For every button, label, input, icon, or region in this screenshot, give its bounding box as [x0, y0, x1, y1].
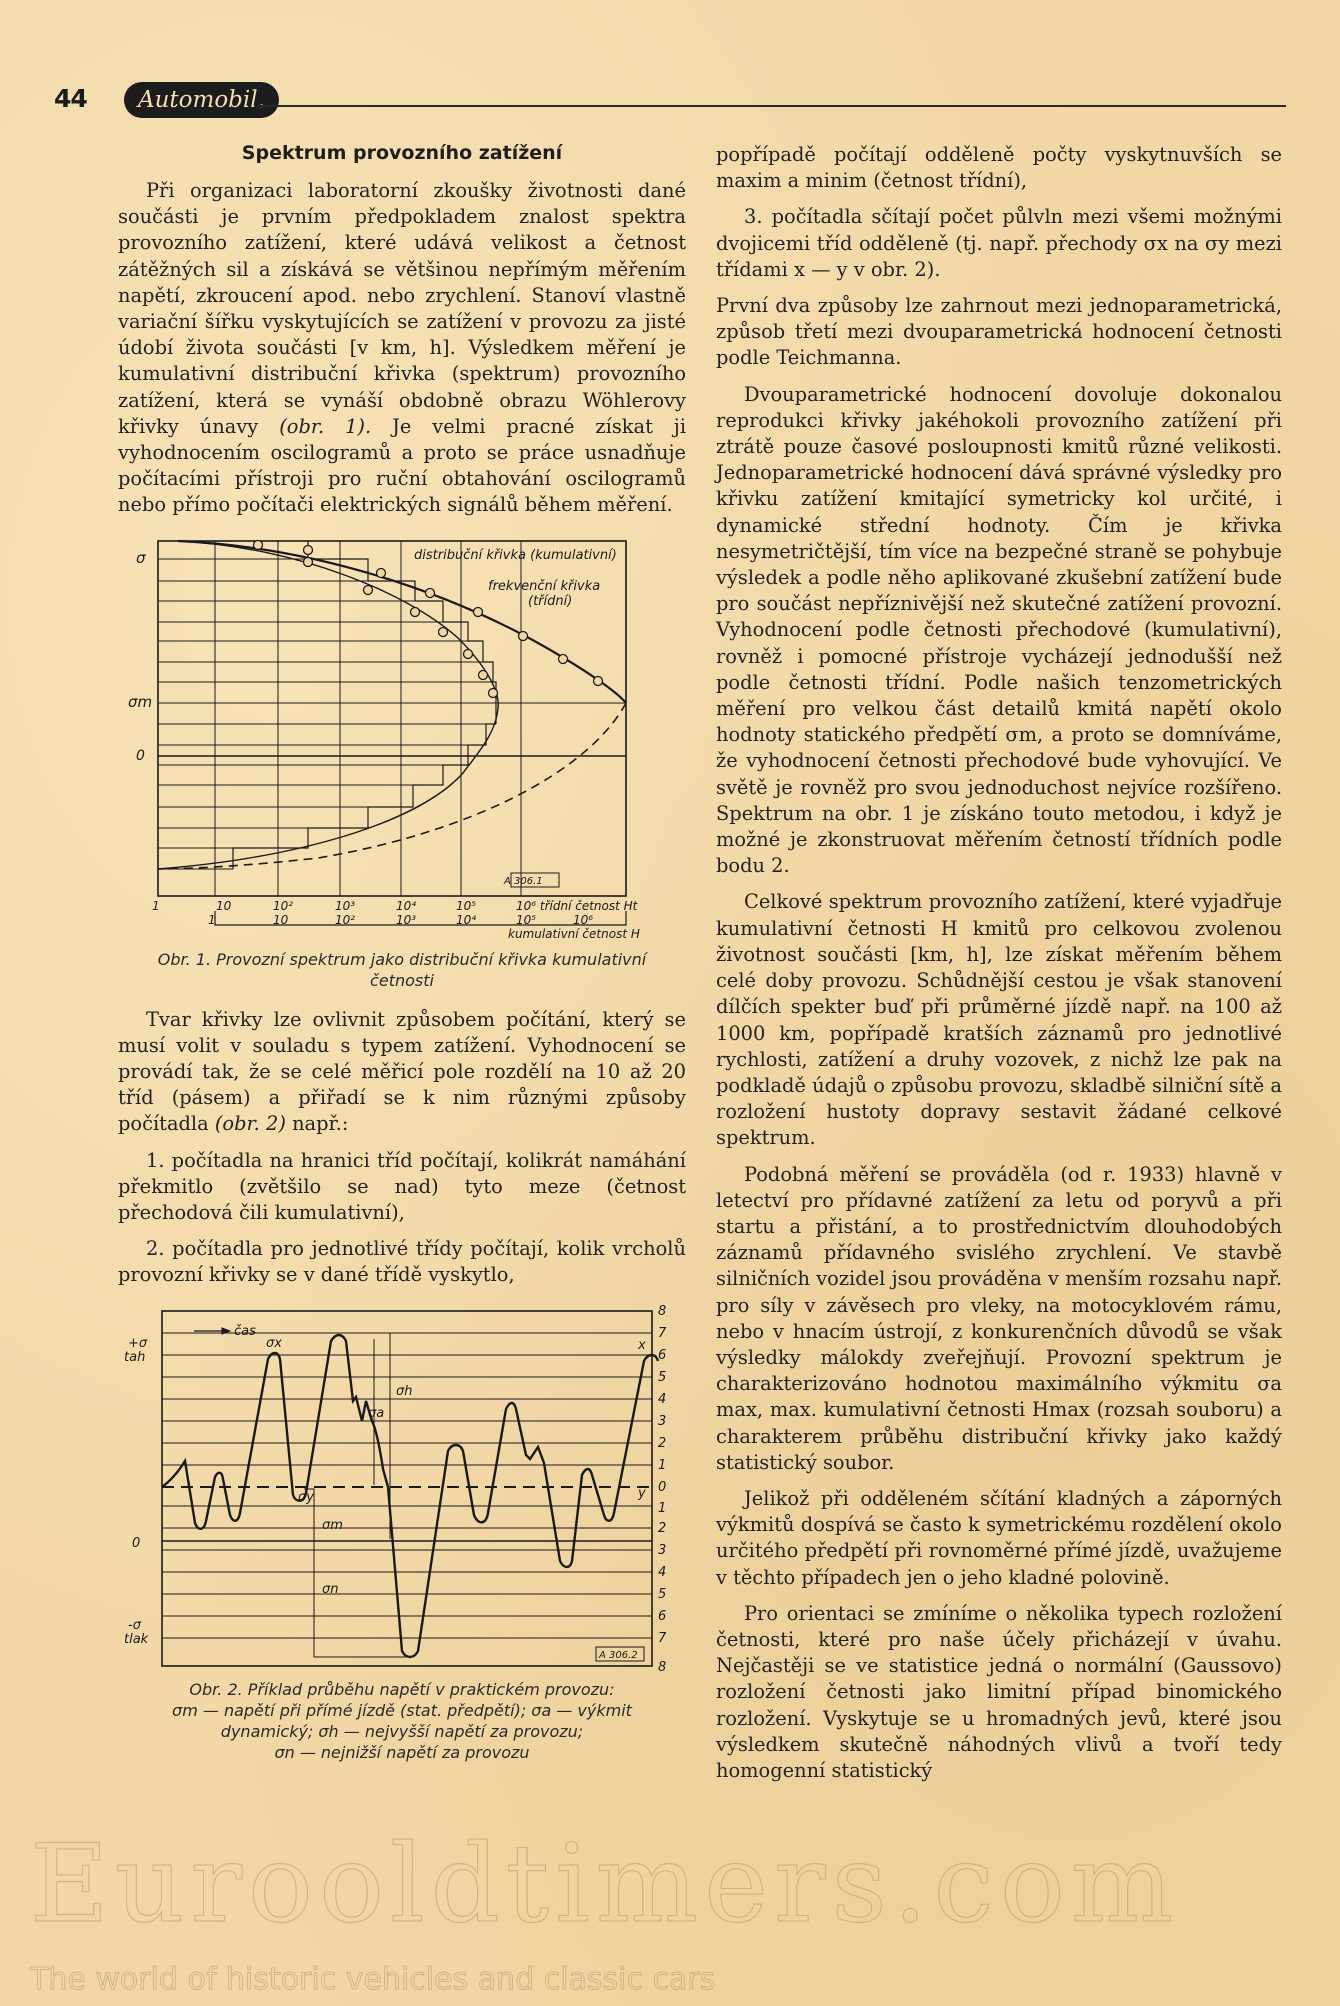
svg-text:(třídní): (třídní)	[528, 593, 573, 609]
svg-text:1: 1	[658, 1500, 667, 1516]
svg-text:1: 1	[208, 912, 216, 927]
figure-ref: (obr. 1).	[279, 414, 372, 438]
svg-text:tah: tah	[124, 1349, 146, 1365]
figure-1-svg	[118, 533, 686, 973]
svg-text:4: 4	[658, 1564, 667, 1580]
svg-text:3: 3	[658, 1542, 667, 1558]
svg-text:σa: σa	[368, 1405, 385, 1421]
svg-text:10⁶: 10⁶	[573, 912, 594, 927]
svg-text:čas: čas	[234, 1323, 256, 1339]
magazine-logo: Automobil.	[124, 82, 279, 118]
svg-text:σy: σy	[298, 1489, 314, 1505]
right-column	[716, 142, 1282, 1794]
svg-text:10⁴: 10⁴	[456, 912, 477, 927]
paragraph: Pro orientaci se zmíníme o několika typech rozložení četnosti, které pro naše účely přicházejí v úvahu. Nejčastěji se ve statistice jedná o normální (Gaussovo) rozložení četnosti jako limitní případ binomického rozložení. Vyskytuje se u hromadných jevů, které jsou výsledkem skutečně náhodných vlivů a tvoří tedy homogenní statistický	[716, 1601, 1282, 1782]
svg-text:1: 1	[658, 1457, 667, 1473]
svg-text:kumulativní četnost H: kumulativní četnost H	[508, 926, 640, 941]
svg-text:0: 0	[132, 1535, 141, 1551]
svg-text:σh: σh	[396, 1383, 413, 1399]
paragraph: První dva způsoby lze zahrnout mezi jednoparametrická, způsob třetí mezi dvouparametrická hodnocení četnosti podle Teichmanna.	[716, 294, 1282, 370]
svg-text:6: 6	[658, 1608, 667, 1624]
svg-text:10³: 10³	[396, 912, 417, 927]
figure-ref: (obr. 2)	[214, 1112, 286, 1136]
paragraph: Celkové spektrum provozního zatížení, které vyjadřuje kumulativní četnosti H kmitů pro celkovou zvolenou životnost součásti [km, h], lze získat měřením během celé doby provozu. Schůdnější cestou je však stanovení dílčích spekter buď při průměrné jízdě např. na 100 až 1000 km, popřípadě kratších záznamů pro jednotlivé rychlosti, zatížení a druhy vozovek, z nichž lze pak na podkladě údajů o způsobu provozu, skladbě silniční sítě a rozložení hustoty dopravy sestavit žádané celkové spektrum.	[716, 890, 1282, 1150]
paragraph: Tvar křivky lze ovlivnit způsobem počítání, který se musí volit v souladu s typem zatížení. Vyhodnocení se provádí tak, že se celé měřicí pole rozdělí na 10 až 20 tříd (pásem) a přiřadí se k nim různými způsoby počítadla (obr. 2) např.:	[118, 1007, 686, 1136]
svg-text:7: 7	[658, 1325, 667, 1341]
svg-text:+σ: +σ	[128, 1335, 148, 1351]
svg-text:σm: σm	[322, 1517, 343, 1533]
svg-text:σ: σ	[136, 548, 146, 567]
svg-text:5: 5	[658, 1369, 667, 1385]
svg-text:10⁵: 10⁵	[456, 898, 477, 913]
svg-text:8: 8	[658, 1659, 667, 1675]
svg-text:distribuční křivka (kumulativn: distribuční křivka (kumulativní)	[414, 547, 617, 563]
figure-1-caption: Obr. 1. Provozní spektrum jako distribuční křivka kumulativní četnosti	[157, 949, 647, 990]
svg-text:10⁵: 10⁵	[516, 912, 537, 927]
paragraph: Při organizaci laboratorní zkoušky životnosti dané součásti je prvním předpokladem znalost spektra provozního zatížení, které udává velikost a četnost zátěžných sil a získává se většinou nepřímým měřením napětí, zkroucení apod. nebo zrychlení. Stanoví vlastně variační šířku vyskytujících se zatížení v provozu za jisté údobí života součásti [v km, h]. Výsledkem měření je kumulativní distribuční křivka (spektrum) provozního zatížení, která se vynáší obdobně obrazu Wöhlerovy křivky únavy (obr. 1). Je velmi pracné získat ji vyhodnocením oscilogramů a proto se práce usnadňuje počítacími přístroji pro ruční obtahování oscilogramů nebo přímo počítači elektrických signálů během měření.	[118, 179, 687, 517]
svg-text:-σ: -σ	[128, 1617, 141, 1633]
svg-text:frekvenční křivka: frekvenční křivka	[488, 578, 601, 594]
svg-text:5: 5	[658, 1586, 667, 1602]
svg-text:y: y	[638, 1485, 646, 1501]
svg-text:x: x	[638, 1337, 646, 1353]
paragraph: Jelikož při odděleném sčítání kladných a záporných výkmitů dospívá se často k symetrickému rozdělení okolo určitého předpětí při rovnoměrné přímé jízdě, uvažujeme v těchto případech jen o jeho kladné polovině.	[716, 1486, 1282, 1589]
svg-text:10²: 10²	[335, 912, 356, 927]
header-rule	[254, 105, 1286, 107]
figure-2-caption: Obr. 2. Příklad průběhu napětí v praktickém provozu: σm — napětí při přímé jízdě (stat. předpětí); σa — výkmit dynamický; σh — nejvyšší napětí za provozu; σn — nejnižší napětí za provozu	[172, 1679, 632, 1762]
svg-text:2: 2	[658, 1435, 667, 1451]
watermark-tagline: The world of historic vehicles and classic cars	[30, 1962, 716, 1997]
page-header	[54, 82, 1286, 122]
list-item: 2. počítadla pro jednotlivé třídy počítají, kolik vrcholů provozní křivky se v dané třídě vyskytlo,	[118, 1237, 686, 1287]
svg-text:1: 1	[152, 898, 160, 913]
figure-tag: A 306.1	[504, 875, 543, 887]
svg-text:2: 2	[658, 1520, 667, 1536]
svg-text:10³: 10³	[335, 898, 356, 913]
svg-text:4: 4	[658, 1391, 667, 1407]
svg-text:3: 3	[658, 1413, 667, 1429]
paragraph: Dvouparametrické hodnocení dovoluje dokonalou reprodukci křivky jakéhokoli provozního zatížení při ztrátě pouze časové posloupnosti kmitů různé velikosti. Jednoparametrické hodnocení dává správné výsledky pro křivku zatížení kmitající symetricky kol určité, i dynamické střední hodnoty. Čím je křivka nesymetričtější, tím více na bezpečné straně se pohybuje výsledek a podle něho aplikované zkušební zatížení bude pro součást nepříznivější než skutečné zatížení provozní. Vyhodnocení podle četnosti přechodové (kumulativní), rovněž i pomocné přístroje vycházejí jednodušší než podle četnosti třídní. Podle našich tenzometrických měření pro velkou část detailů kmitá napětí okolo hodnoty statického předpětí σm, a proto se domníváme, že vyhodnocení četnosti přechodové bude vyhovující. Ve světě je rovněž pro svou jednoduchost nejvíce rozšířeno. Spektrum na obr. 1 je získáno touto metodou, i když je možné je zkonstruovat měřením četností třídních podle bodu 2.	[716, 382, 1282, 878]
figure-1-chart	[118, 533, 686, 973]
page-number: 44	[54, 84, 87, 113]
svg-text:8: 8	[658, 1303, 667, 1319]
svg-text:10: 10	[273, 912, 289, 927]
svg-text:7: 7	[658, 1630, 667, 1646]
article-title: Spektrum provozního zatížení	[241, 142, 563, 164]
paragraph: Podobná měření se prováděla (od r. 1933) hlavně v letectví pro přídavné zatížení za letu od poryvů a při startu a přistání, a to prostřednictvím dlouhodobých záznamů přídavného svislého zrychlení. Ve stavbě silničních vozidel jsou prováděna v menším rozsahu např. pro síly v závěsech pro vleky, na motocyklovém rámu, nebo v hnacím ústrojí, z konkurenčních důvodů se však výsledky málokdy zveřejňují. Provozní spektrum je charakterizováno hodnotou maximálního výkmitu σa max, max. kumulativní četnosti Hmax (rozsah souboru) a charakterem průběhu distribuční křivky jako každý statistický soubor.	[716, 1162, 1282, 1474]
svg-text:tlak: tlak	[124, 1631, 149, 1647]
svg-text:σm: σm	[128, 692, 153, 711]
svg-text:10⁴: 10⁴	[396, 898, 417, 913]
paragraph: popřípadě počítají odděleně počty vyskytnuvších se maxim a minim (četnost třídní),	[716, 143, 1282, 193]
svg-text:0: 0	[136, 747, 145, 764]
left-column	[118, 138, 686, 1775]
svg-text:0: 0	[658, 1479, 667, 1495]
svg-text:10⁶ třídní četnost Ht: 10⁶ třídní četnost Ht	[516, 898, 638, 913]
svg-text:σx: σx	[266, 1335, 282, 1351]
svg-text:σn: σn	[322, 1581, 339, 1597]
svg-text:10²: 10²	[273, 898, 294, 913]
svg-text:6: 6	[658, 1347, 667, 1363]
watermark: Eurooldtimers.com	[30, 1822, 1180, 1947]
list-item: 3. počítadla sčítají počet půlvln mezi všemi možnými dvojicemi tříd odděleně (tj. např. přechody σx na σy mezi třídami x — y v obr. 2).	[716, 205, 1282, 281]
figure-2-chart	[118, 1299, 686, 1679]
svg-text:10: 10	[216, 898, 232, 913]
list-item: 1. počítadla na hranici tříd počítají, kolikrát namáhání překmitlo (zvětšilo se nad) tyto meze (četnost přechodová čili kumulativní),	[118, 1148, 686, 1225]
figure-2-svg	[118, 1299, 686, 1679]
figure-tag: A 306.2	[599, 1649, 638, 1661]
